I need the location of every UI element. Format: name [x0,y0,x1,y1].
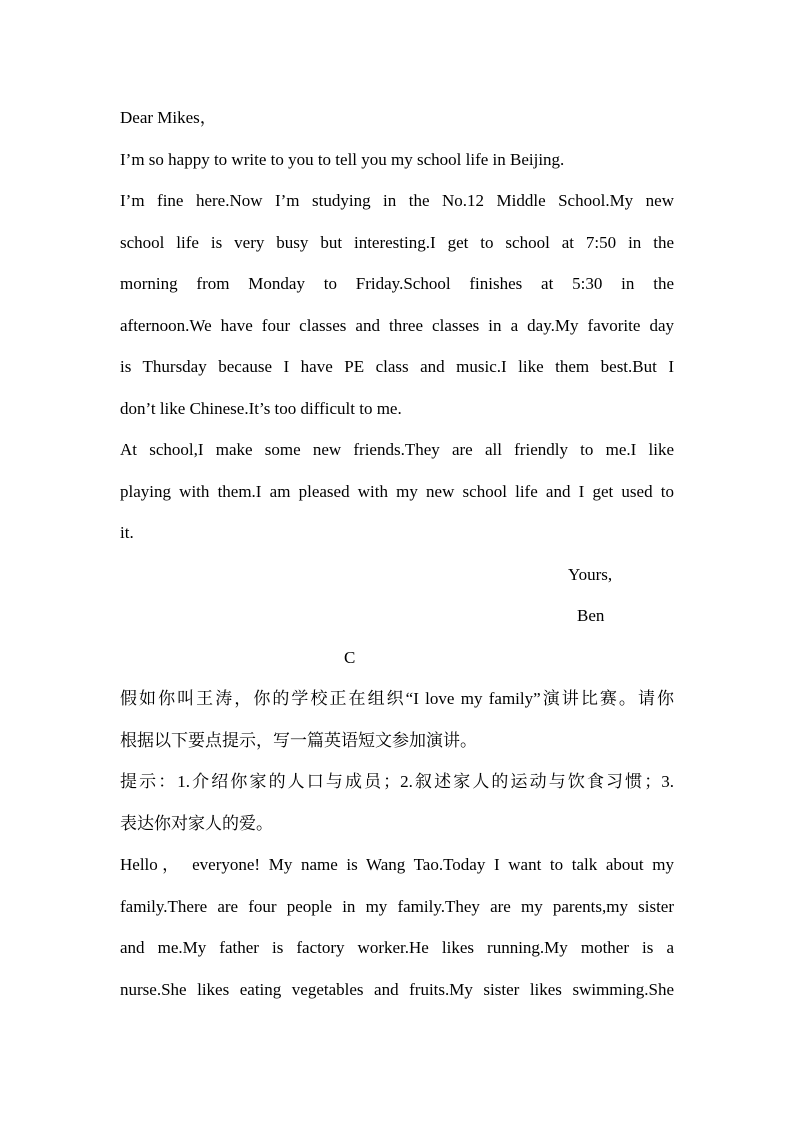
letter-closing: Yours, [568,564,613,584]
section-heading-c: C [344,647,356,667]
prompt-line: 表达你对家人的爱。 [120,813,273,833]
letter-greeting: Dear Mikes， [120,108,217,127]
letter-line: it. [120,523,134,542]
letter-line: don’t like Chinese.It’s too difficult to me. [120,398,402,418]
prompt-line: 根据以下要点提示，写一篇英语短文参加演讲。 [120,730,477,750]
letter-line: is Thursday because I have PE class and music.I like them best.But I [120,357,674,376]
answer-line: and me.My father is factory worker.He likes running.My mother is a [120,938,674,957]
prompt-line: 假如你叫王涛，你的学校正在组织“I love my family”演讲比赛。请你 [120,689,674,708]
letter-line: I’m so happy to write to you to tell you my school life in Beijing. [120,149,565,169]
letter-line: afternoon.We have four classes and three classes in a day.My favorite day [120,315,674,335]
letter-line: playing with them.I am pleased with my new school life and I get used to [120,481,674,501]
answer-line: nurse.She likes eating vegetables and fruits.My sister likes swimming.She [120,979,674,999]
letter-signature: Ben [577,606,605,625]
prompt-line: 提示：1.介绍你家的人口与成员；2.叙述家人的运动与饮食习惯；3. [120,772,674,791]
letter-line: I’m fine here.Now I’m studying in the No.12 Middle School.My new [120,191,674,210]
answer-line: family.There are four people in my family.They are my parents,my sister [120,896,674,916]
letter-line: school life is very busy but interesting.I get to school at 7:50 in the [120,232,674,252]
document-content [120,97,674,1010]
answer-line: Hello， everyone! My name is Wang Tao.Today I want to talk about my [120,855,674,874]
letter-line: morning from Monday to Friday.School finishes at 5:30 in the [120,274,674,293]
letter-line: At school,I make some new friends.They are all friendly to me.I like [120,440,674,459]
